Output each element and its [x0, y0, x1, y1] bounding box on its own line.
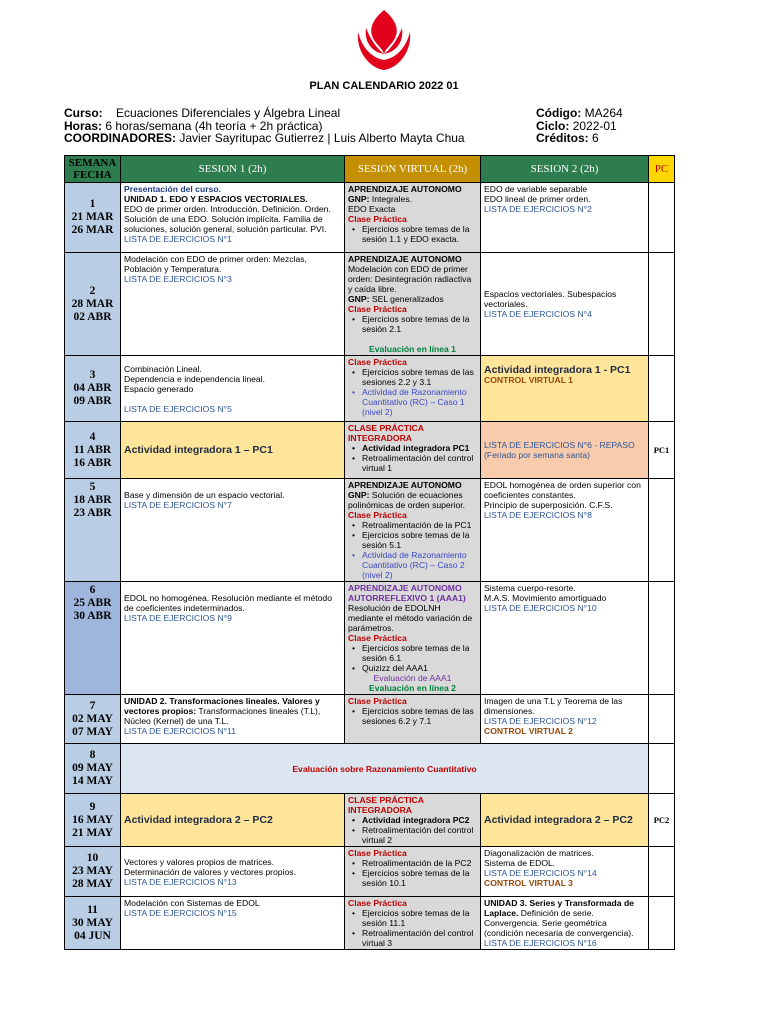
week-cell: 9 16 MAY 21 MAY — [65, 794, 121, 847]
exercise-list-link[interactable]: LISTA DE EJERCICIOS N°9 — [124, 613, 232, 623]
week-cell: 7 02 MAY 07 MAY — [65, 695, 121, 744]
session-1-cell: Actividad integradora 2 – PC2 — [121, 794, 345, 847]
table-row — [65, 897, 675, 950]
exercise-list-link[interactable]: LISTA DE EJERCICIOS N°15 — [124, 908, 237, 918]
exercise-list-link[interactable]: LISTA DE EJERCICIOS N°5 — [124, 403, 232, 414]
week-cell: 8 09 MAY 14 MAY — [65, 744, 121, 794]
pc-cell — [649, 897, 675, 950]
week-cell: 11 30 MAY 04 JUN — [65, 897, 121, 950]
week-cell: 6 25 ABR 30 ABR — [65, 582, 121, 695]
session-1-cell: Combinación Lineal. Dependencia e independencia lineal. Espacio generado LISTA DE EJERCICIOS N°5 — [121, 356, 345, 422]
pc-cell — [649, 744, 675, 794]
virtual-session-cell: CLASE PRÁCTICA INTEGRADORA • Actividad integradora PC2 • Retroalimentación del control virtual 2 — [345, 794, 481, 847]
hours-line: Horas: 6 horas/semana (4h teoría + 2h práctica) — [64, 119, 323, 133]
pc-cell — [649, 582, 675, 695]
exercise-list-link[interactable]: LISTA DE EJERCICIOS N°2 — [484, 204, 592, 214]
cycle-line: Ciclo: 2022-01 — [536, 119, 617, 133]
pc-cell — [649, 253, 675, 356]
virtual-session-cell: Clase Práctica • Ejercicios sobre temas de la sesión 11.1 • Retroalimentación del control virtual 3 — [345, 897, 481, 950]
virtual-session-cell: APRENDIZAJE AUTONOMO GNP: Solución de ecuaciones polinómicas de orden superior. Clase Práctica • Retroalimentación de la PC1 • Ejercicios sobre temas de la sesión 5.1 • Actividad de Razonamiento Cuantitativo (RC) – Caso 2 (nivel 2) — [345, 479, 481, 582]
pc-cell: PC2 — [649, 794, 675, 847]
virtual-session-cell: APRENDIZAJE AUTONOMO Modelación con EDO de primer orden: Desintegración radiactiva y caída libre. GNP: SEL generalizados Clase Práctica • Ejercicios sobre temas de la sesión 2.1 Evaluación en línea 1 — [345, 253, 481, 356]
week-cell: 4 11 ABR 16 ABR — [65, 422, 121, 479]
virtual-session-cell: Clase Práctica • Ejercicios sobre temas de las sesiones 6.2 y 7.1 — [345, 695, 481, 744]
session-1-cell: UNIDAD 2. Transformaciones lineales. Valores y vectores propios: Transformaciones lineales (T.L), Núcleo (Kernel) de una T.L. LISTA DE EJERCICIOS N°11 — [121, 695, 345, 744]
table-row — [65, 794, 675, 847]
course-line: Curso: Ecuaciones Diferenciales y Álgebra Lineal — [64, 106, 341, 120]
exercise-list-link[interactable]: LISTA DE EJERCICIOS N°6 - REPASO — [484, 440, 635, 450]
exercise-list-link[interactable]: LISTA DE EJERCICIOS N°7 — [124, 500, 232, 510]
table-row — [65, 582, 675, 695]
calendar-table — [64, 155, 675, 950]
pc-cell — [649, 356, 675, 422]
header-session-1: SESION 1 (2h) — [121, 156, 345, 183]
virtual-session-cell: APRENDIZAJE AUTONOMO AUTORREFLEXIVO 1 (AAA1) Resolución de EDOLNH mediante el método variación de parámetros. Clase Práctica • Ejercicios sobre temas de la sesión 6.1 • Quizizz del AAA1 Evaluación de AAA1 Evaluación en línea 2 — [345, 582, 481, 695]
header-session-virtual: SESION VIRTUAL (2h) — [345, 156, 481, 183]
exercise-list-link[interactable]: LISTA DE EJERCICIOS N°14 — [484, 868, 597, 878]
table-row — [65, 695, 675, 744]
exercise-list-link[interactable]: LISTA DE EJERCICIOS N°16 — [484, 938, 597, 948]
table-row — [65, 422, 675, 479]
session-1-cell: Modelación con EDO de primer orden: Mezclas, Población y Temperatura. LISTA DE EJERCICIOS N°3 — [121, 253, 345, 356]
session-2-cell: EDOL homogénea de orden superior con coeficientes constantes. Principio de superposición. C.F.S. LISTA DE EJERCICIOS N°8 — [481, 479, 649, 582]
exercise-list-link[interactable]: LISTA DE EJERCICIOS N°12 — [484, 716, 597, 726]
session-1-cell: Presentación del curso. UNIDAD 1. EDO Y ESPACIOS VECTORIALES. EDO de primer orden. Introducción. Definición. Orden. Solución de una EDO. Solución implícita. Familia de soluciones, solución general, solución particular. PVI. LISTA DE EJERCICIOS N°1 — [121, 183, 345, 253]
table-row — [65, 356, 675, 422]
table-row — [65, 253, 675, 356]
credits-line: Créditos: 6 — [536, 131, 599, 145]
virtual-session-cell: CLASE PRÁCTICA INTEGRADORA • Actividad integradora PC1 • Retroalimentación del control virtual 1 — [345, 422, 481, 479]
week-cell: 10 23 MAY 28 MAY — [65, 847, 121, 897]
session-2-cell: Actividad integradora 2 – PC2 — [481, 794, 649, 847]
week-cell: 5 18 ABR 23 ABR — [65, 479, 121, 582]
virtual-session-cell: APRENDIZAJE AUTONOMO GNP: Integrales. EDO Exacta Clase Práctica • Ejercicios sobre temas de la sesión 1.1 y EDO exacta. — [345, 183, 481, 253]
code-line: Código: MA264 — [536, 106, 623, 120]
page-title: PLAN CALENDARIO 2022 01 — [309, 80, 459, 92]
exercise-list-link[interactable]: LISTA DE EJERCICIOS N°3 — [124, 274, 232, 284]
session-2-cell: Espacios vectoriales. Subespacios vectoriales. LISTA DE EJERCICIOS N°4 — [481, 253, 649, 356]
virtual-session-cell: Clase Práctica • Ejercicios sobre temas de las sesiones 2.2 y 3.1 • Actividad de Razonamiento Cuantitativo (RC) – Caso 1 (nivel 2) — [345, 356, 481, 422]
virtual-session-cell: Clase Práctica • Retroalimentación de la PC2 • Ejercicios sobre temas de la sesión 10.1 — [345, 847, 481, 897]
exercise-list-link[interactable]: LISTA DE EJERCICIOS N°1 — [124, 234, 232, 244]
exercise-list-link[interactable]: LISTA DE EJERCICIOS N°13 — [124, 876, 237, 887]
table-header-row — [65, 156, 675, 183]
coordinators-line: COORDINADORES: Javier Sayritupac Gutierrez | Luis Alberto Mayta Chua — [64, 131, 465, 145]
session-1-cell: Actividad integradora 1 – PC1 — [121, 422, 345, 479]
session-2-cell: Sistema cuerpo-resorte. M.A.S. Movimiento amortiguado LISTA DE EJERCICIOS N°10 — [481, 582, 649, 695]
pc-cell — [649, 695, 675, 744]
session-2-cell: LISTA DE EJERCICIOS N°6 - REPASO (Feriado por semana santa) — [481, 422, 649, 479]
table-row — [65, 744, 675, 794]
rc-activity-link[interactable]: • Actividad de Razonamiento Cuantitativo (RC) – Caso 1 (nivel 2) — [348, 387, 477, 417]
exercise-list-link[interactable]: LISTA DE EJERCICIOS N°11 — [124, 726, 237, 736]
rc-activity-link[interactable]: • Actividad de Razonamiento Cuantitativo (RC) – Caso 2 (nivel 2) — [348, 550, 477, 580]
exercise-list-link[interactable]: LISTA DE EJERCICIOS N°10 — [484, 603, 597, 613]
header-session-2: SESION 2 (2h) — [481, 156, 649, 183]
week-cell: 3 04 ABR 09 ABR — [65, 356, 121, 422]
week-cell: 1 21 MAR 26 MAR — [65, 183, 121, 253]
session-1-cell: Vectores y valores propios de matrices. Determinación de valores y vectores propios. LISTA DE EJERCICIOS N°13 — [121, 847, 345, 897]
session-1-cell: Base y dimensión de un espacio vectorial. LISTA DE EJERCICIOS N°7 — [121, 479, 345, 582]
table-row — [65, 847, 675, 897]
session-2-cell: Imagen de una T.L y Teorema de las dimensiones. LISTA DE EJERCICIOS N°12 CONTROL VIRTUAL 2 — [481, 695, 649, 744]
exercise-list-link[interactable]: LISTA DE EJERCICIOS N°4 — [484, 309, 592, 319]
upc-logo — [352, 8, 416, 76]
header-semana: SEMANA FECHA — [65, 156, 121, 183]
pc-cell — [649, 847, 675, 897]
pc-cell — [649, 183, 675, 253]
rc-evaluation-cell: Evaluación sobre Razonamiento Cuantitativo — [121, 744, 649, 794]
session-1-cell: EDOL no homogénea. Resolución mediante el método de coeficientes indeterminados. LISTA DE EJERCICIOS N°9 — [121, 582, 345, 695]
pc-cell — [649, 479, 675, 582]
session-2-cell: Diagonalización de matrices. Sistema de EDOL. LISTA DE EJERCICIOS N°14 CONTROL VIRTUAL 3 — [481, 847, 649, 897]
pc-cell: PC1 — [649, 422, 675, 479]
table-row — [65, 183, 675, 253]
session-2-cell: Actividad integradora 1 - PC1 CONTROL VIRTUAL 1 — [481, 356, 649, 422]
session-2-cell: UNIDAD 3. Series y Transformada de Laplace. Definición de serie. Convergencia. Serie geométrica (condición necesaria de convergencia). LISTA DE EJERCICIOS N°16 — [481, 897, 649, 950]
exercise-list-link[interactable]: LISTA DE EJERCICIOS N°8 — [484, 510, 592, 520]
table-row — [65, 479, 675, 582]
session-2-cell: EDO de variable separable EDO lineal de primer orden. LISTA DE EJERCICIOS N°2 — [481, 183, 649, 253]
header-pc: PC — [649, 156, 675, 183]
session-1-cell: Modelación con Sistemas de EDOL LISTA DE EJERCICIOS N°15 — [121, 897, 345, 950]
week-cell: 2 28 MAR 02 ABR — [65, 253, 121, 356]
